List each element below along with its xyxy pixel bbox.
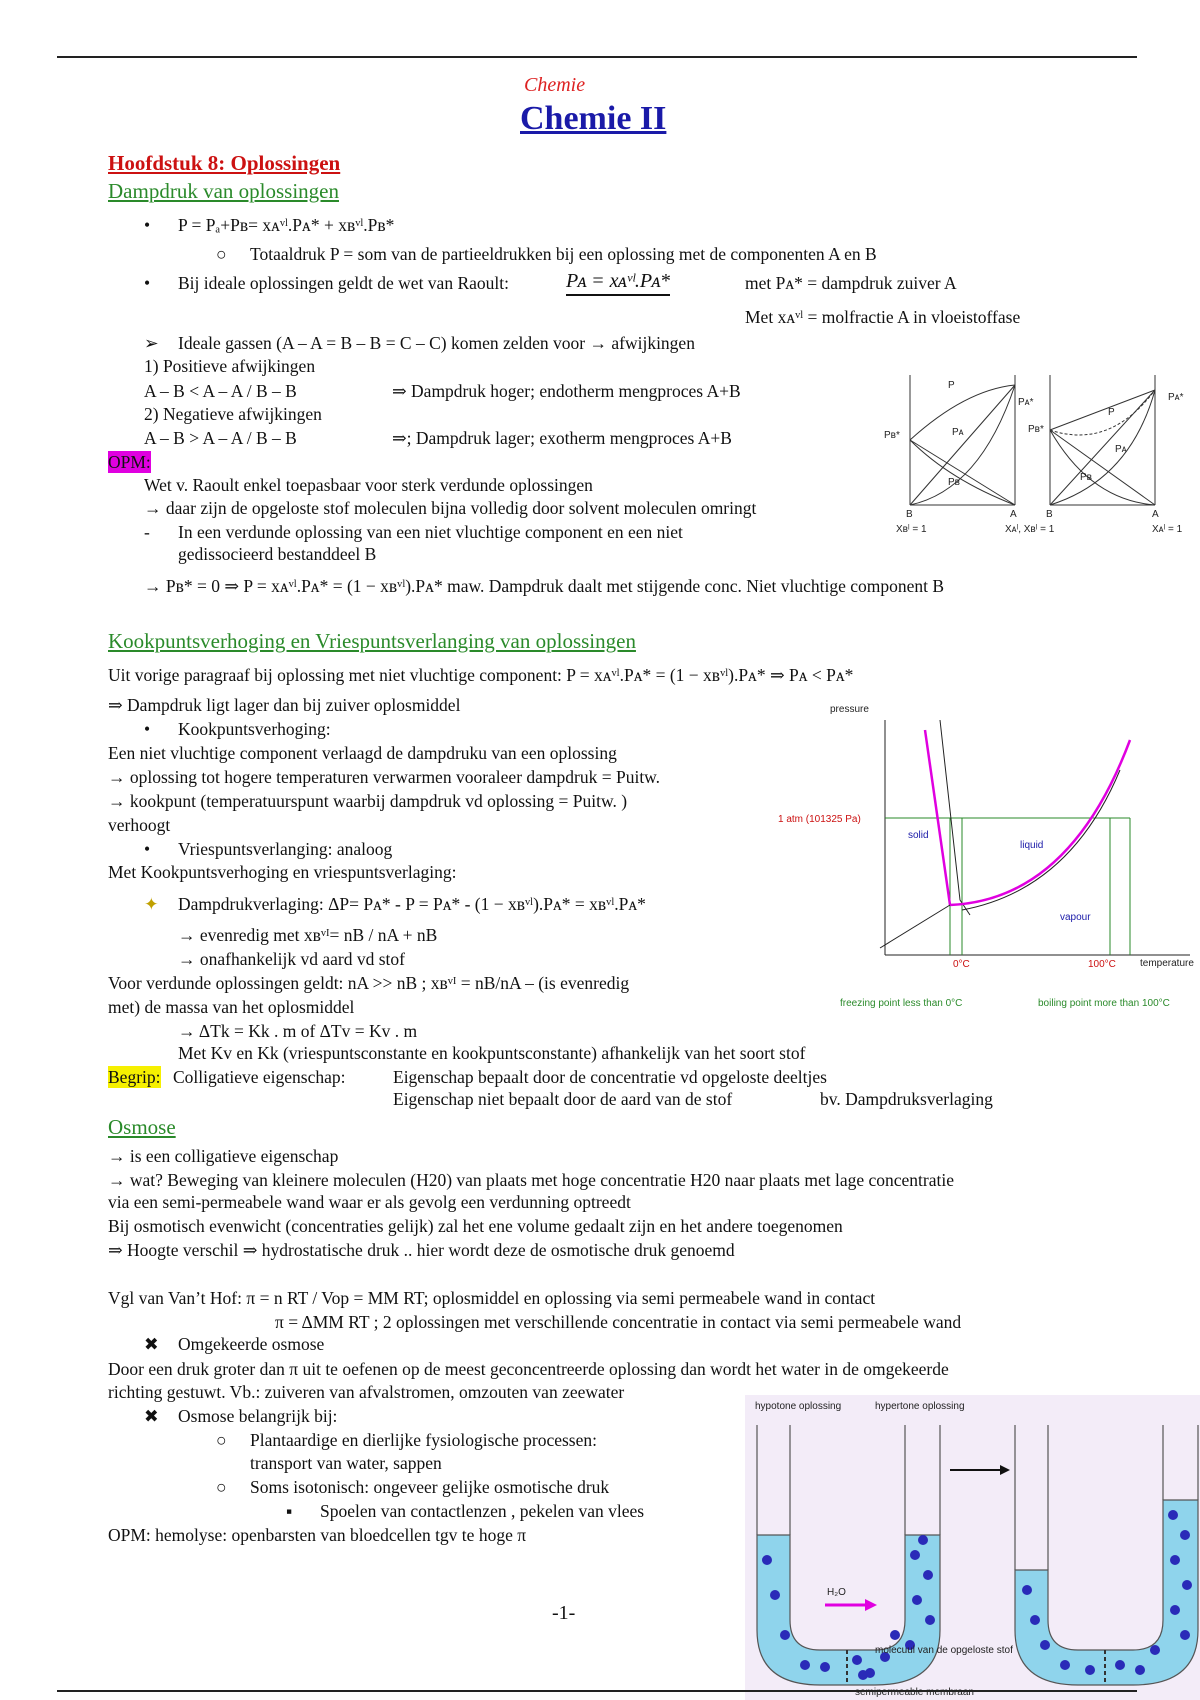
text-line: → is een colligatieve eigenschap — [108, 1146, 339, 1166]
text-line: ⇒; Dampdruk lager; exotherm mengproces A+B — [392, 428, 732, 448]
fig-label: Pᴀ* — [1018, 397, 1034, 408]
text-line: → evenredig met xʙᵛᴵ= nB / nA + nB — [178, 925, 438, 945]
text-line: → ΔTk = Kk . m of ΔTv = Kv . m — [178, 1021, 418, 1041]
text-line: → oplossing tot hogere temperaturen verwarmen vooraleer dampdruk = Puitw. — [108, 767, 661, 787]
fig-label: 1 atm (101325 Pa) — [778, 814, 861, 825]
osmosis-figure — [745, 1395, 1200, 1700]
text-line: ⇒ Hoogte verschil ⇒ hydrostatische druk .. hier wordt deze de osmotische druk genoemd — [108, 1240, 735, 1260]
text-line: → wat? Beweging van kleinere moleculen (H20) van plaats met hoge concentratie H20 naar plaats met lage concentratie — [108, 1170, 954, 1190]
circle-bullet-icon: ○ — [216, 244, 227, 264]
text-line: transport van water, sappen — [250, 1453, 442, 1473]
fig-label: 0°C — [953, 959, 970, 970]
fig-label: H₂O — [827, 1587, 846, 1598]
text-line: Met xᴀᵛˡ = molfractie A in vloeistoffase — [745, 307, 1021, 327]
fig-label: Pᴀ — [1115, 444, 1127, 455]
text-line: ▪ Spoelen van contactlenzen , pekelen van vlees — [286, 1501, 645, 1521]
text-line: - In een verdunde oplossing van een niet vluchtige component en een niet — [144, 522, 683, 542]
text-line: Door een druk groter dan π uit te oefenen op de meest geconcentreerde oplossing dan wordt het water in de omgekeerde — [108, 1359, 949, 1379]
text-line: 2) Negatieve afwijkingen — [144, 404, 322, 424]
fig-label: hypotone oplossing — [755, 1401, 842, 1412]
square-bullet-icon: ▪ — [286, 1501, 293, 1521]
axis-label: temperature — [1140, 958, 1194, 969]
fig-label: Pʙ — [948, 477, 960, 488]
cross-bullet-icon: ✖ — [144, 1334, 159, 1354]
fig-label: P — [1108, 407, 1115, 418]
text-line: Bij osmotisch evenwicht (concentraties gelijk) zal het ene volume gedaalt zijn en het andere toegenomen — [108, 1216, 843, 1236]
fig-label: Xʙˡ = 1 — [896, 524, 927, 535]
text-line: π = ΔMM RT ; 2 oplossingen met verschillende concentratie in contact via semi permeabele wand — [275, 1312, 962, 1332]
bottom-rule — [57, 1690, 1137, 1692]
text-line: 1) Positieve afwijkingen — [144, 356, 316, 376]
text-line: ✦ Dampdrukverlaging: ΔP= Pᴀ* - P = Pᴀ* - (1 − xʙᵛˡ).Pᴀ* = xʙᵛˡ.Pᴀ* — [144, 894, 646, 914]
fig-label: Xᴀˡ = 1 — [1152, 524, 1183, 535]
text-line: richting gestuwt. Vb.: zuiveren van afvalstromen, omzouten van zeewater — [108, 1382, 625, 1402]
text-line: → kookpunt (temperatuurspunt waarbij dampdruk vd oplossing = Puitw. ) — [108, 791, 628, 811]
text-line: ✖ Omgekeerde osmose — [144, 1334, 325, 1354]
text-line: ⇒ Dampdruk hoger; endotherm mengproces A+B — [392, 381, 741, 401]
text-line: ○ Soms isotonisch: ongeveer gelijke osmotische druk — [216, 1477, 610, 1497]
text-line: • Bij ideale oplossingen geldt de wet van Raoult: — [144, 273, 509, 293]
fig-label: Pʙ — [1080, 472, 1092, 483]
text-line: • P = Pₐ+Pʙ= xᴀᵛˡ.Pᴀ* + xʙᵛˡ.Pʙ* — [144, 215, 395, 235]
bullet-icon: • — [144, 273, 151, 293]
bullet-icon: • — [144, 719, 151, 739]
text-line: ✖ Osmose belangrijk bij: — [144, 1406, 338, 1426]
text-line: bv. Dampdruksverlaging — [820, 1089, 993, 1109]
axis-label: pressure — [830, 704, 869, 715]
text-line: Met Kv en Kk (vriespuntsconstante en kookpuntsconstante) afhankelijk van het soort stof — [178, 1043, 806, 1063]
text-line: Eigenschap niet bepaalt door de aard van de stof — [393, 1089, 733, 1109]
fig-label: freezing point less than 0°C — [840, 998, 963, 1009]
text-line: gedissocieerd bestanddeel B — [178, 544, 377, 564]
fig-label: liquid — [1020, 840, 1044, 851]
fig-label: 100°C — [1088, 959, 1116, 970]
section-heading-osmose: Osmose — [108, 1115, 176, 1139]
text-line: via een semi-permeabele wand waar er als gevolg een verdunning optreedt — [108, 1192, 631, 1212]
fig-label: A — [1010, 509, 1017, 520]
raoult-deviation-figure — [880, 360, 1200, 540]
chapter-heading: Hoofdstuk 8: Oplossingen — [108, 151, 341, 175]
text-line: A – B < A – A / B – B — [144, 381, 297, 401]
raoult-formula: Pᴀ = xᴀᵛˡ.Pᴀ* — [566, 270, 670, 296]
fig-label: Xᴀˡ, Xʙˡ = 1 — [1005, 524, 1055, 535]
header-subject: Chemie — [524, 74, 586, 96]
page-number: -1- — [552, 1602, 576, 1624]
fig-label: boiling point more than 100°C — [1038, 998, 1170, 1009]
cross-bullet-icon: ✖ — [144, 1406, 159, 1426]
text-line: ➢ Ideale gassen (A – A = B – B = C – C) komen zelden voor → afwijkingen — [144, 333, 695, 353]
text-line: • Kookpuntsverhoging: — [144, 719, 331, 739]
fig-label: solid — [908, 830, 929, 841]
text-line: met) de massa van het oplosmiddel — [108, 997, 355, 1017]
fig-label: Pʙ* — [1028, 424, 1044, 435]
fig-label: hypertone oplossing — [875, 1401, 965, 1412]
text-line: → daar zijn de opgeloste stof moleculen bijna volledig door solvent moleculen omringt — [144, 498, 757, 518]
top-rule — [57, 56, 1137, 58]
bullet-icon: • — [144, 215, 151, 235]
text-line: met Pᴀ* = dampdruk zuiver A — [745, 273, 957, 293]
fig-label: A — [1152, 509, 1159, 520]
circle-bullet-icon: ○ — [216, 1430, 227, 1450]
section-heading-kookpunt: Kookpuntsverhoging en Vriespuntsverlanging van oplossingen — [108, 629, 636, 653]
fig-label: Pᴀ* — [1168, 392, 1184, 403]
circle-bullet-icon: ○ — [216, 1477, 227, 1497]
text-line: ○ Totaaldruk P = som van de partieeldrukken bij een oplossing met de componenten A en B — [216, 244, 877, 264]
text-line: OPM: hemolyse: openbarsten van bloedcellen tgv te hoge π — [108, 1525, 527, 1545]
text-line: Vgl van Van’t Hof: π = n RT / Vop = MM RT; oplosmiddel en oplossing via semi permeabele wand in contact — [108, 1288, 876, 1308]
text-line: Een niet vluchtige component verlaagd de dampdruku van een oplossing — [108, 743, 617, 763]
fig-label: vapour — [1060, 912, 1091, 923]
text-line: → Pʙ* = 0 ⇒ P = xᴀᵛˡ.Pᴀ* = (1 − xʙᵛˡ).Pᴀ* maw. Dampdruk daalt met stijgende conc. Niet vluchtige component B — [144, 576, 945, 596]
arrow-bullet-icon: ➢ — [144, 333, 159, 353]
text-line: Wet v. Raoult enkel toepasbaar voor sterk verdunde oplossingen — [144, 475, 593, 495]
fig-label: B — [906, 509, 913, 520]
text-line: Met Kookpuntsverhoging en vriespuntsverlaging: — [108, 862, 457, 882]
fig-label: B — [1046, 509, 1053, 520]
begrip-label: Begrip: — [108, 1067, 161, 1087]
text-line: • Vriespuntsverlanging: analoog — [144, 839, 393, 859]
text-line: Colligatieve eigenschap: — [173, 1067, 346, 1087]
dash-bullet-icon: - — [144, 522, 150, 542]
text-line: Uit vorige paragraaf bij oplossing met niet vluchtige component: P = xᴀᵛˡ.Pᴀ* = (1 − xʙᵛˡ).Pᴀ* ⇒ Pᴀ < Pᴀ* — [108, 665, 854, 685]
fig-label: Pʙ* — [884, 430, 900, 441]
text-line: ○ Plantaardige en dierlijke fysiologische processen: — [216, 1430, 597, 1450]
text-line: verhoogt — [108, 815, 171, 835]
fig-label: molecuul van de opgeloste stof — [875, 1645, 1013, 1656]
text-line: → onafhankelijk vd aard vd stof — [178, 949, 405, 969]
text-line: A – B > A – A / B – B — [144, 428, 297, 448]
opm-label: OPM: — [108, 452, 151, 472]
bullet-icon: • — [144, 839, 151, 859]
phase-diagram — [770, 700, 1200, 1020]
fig-label: semipermeable membraan — [855, 1687, 974, 1698]
section-heading-dampdruk: Dampdruk van oplossingen — [108, 179, 339, 203]
text-line: ⇒ Dampdruk ligt lager dan bij zuiver oplosmiddel — [108, 695, 461, 715]
fig-label: P — [948, 380, 955, 391]
pin-icon: ✦ — [144, 894, 159, 914]
text-line: Voor verdunde oplossingen geldt: nA >> nB ; xʙᵛᴵ = nB/nA – (is evenredig — [108, 973, 630, 993]
text-line: Eigenschap bepaalt door de concentratie vd opgeloste deeltjes — [393, 1067, 827, 1087]
page-title: Chemie II — [520, 100, 667, 137]
fig-label: Pᴀ — [952, 427, 964, 438]
